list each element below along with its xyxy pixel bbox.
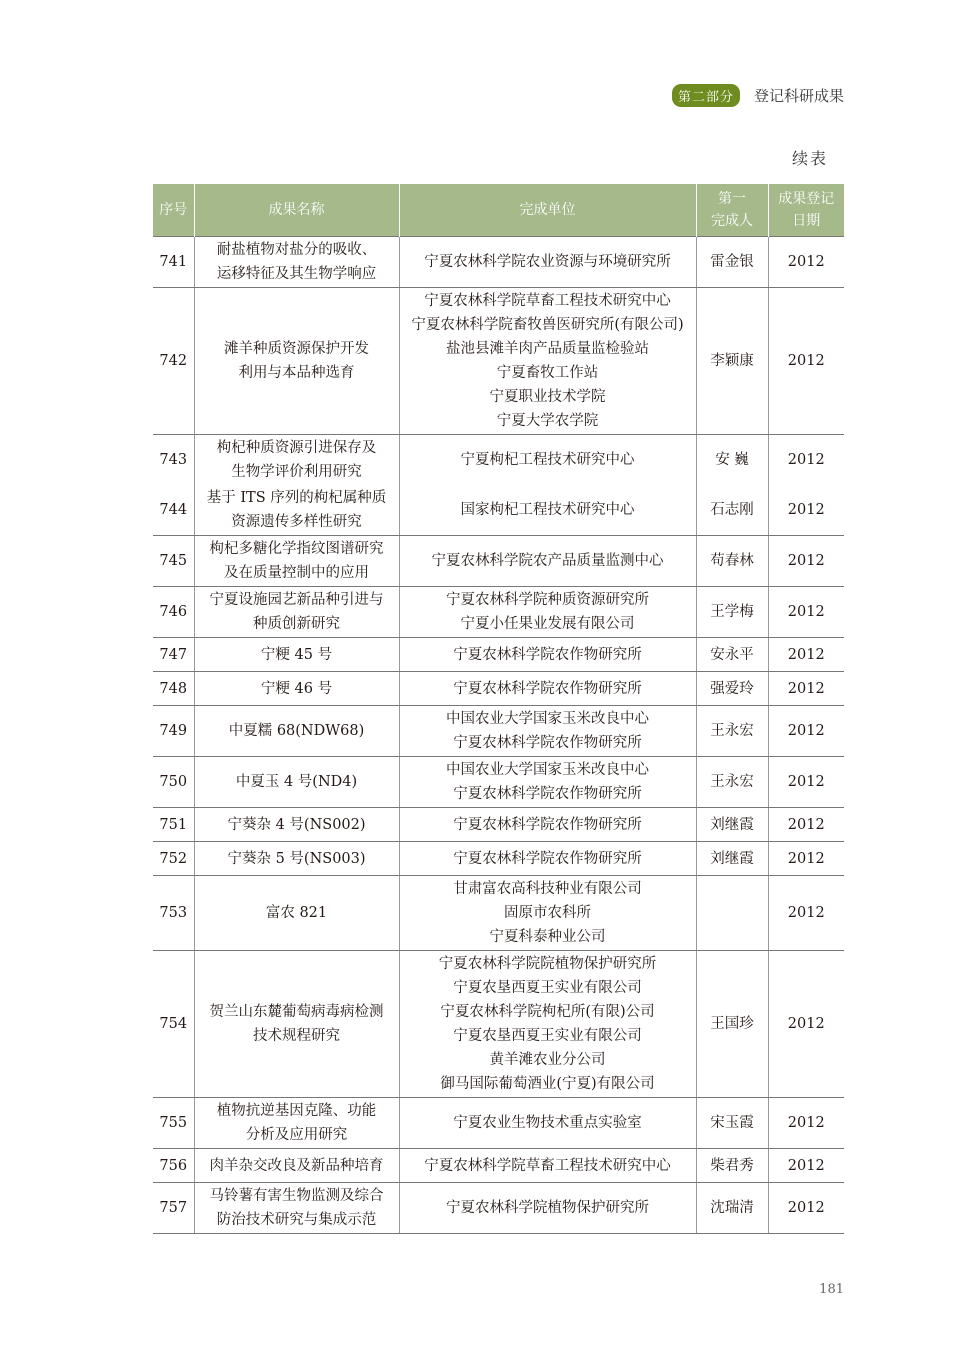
part-badge: 第二部分 — [672, 84, 740, 107]
cell-unit — [399, 485, 696, 536]
unit-line: 宁夏农林科学院农产品质量监测中心 — [431, 553, 664, 569]
cell-name — [194, 1149, 399, 1183]
unit-line: 宁夏畜牧工作站 — [496, 365, 599, 381]
header-name: 成果名称 — [194, 184, 399, 237]
table-row — [153, 808, 844, 842]
cell-no: 756 — [153, 1149, 194, 1183]
cell-name — [194, 288, 399, 435]
name-line: 枸杞多糖化学指纹图谱研究 — [209, 541, 384, 557]
cell-person: 石志刚 — [696, 485, 768, 536]
name-line: 枸杞种质资源引进保存及 — [216, 440, 377, 456]
name-line: 富农 821 — [265, 905, 328, 921]
unit-line: 宁夏农林科学院农作物研究所 — [453, 680, 642, 697]
cell-person — [696, 876, 768, 951]
unit-line: 宁夏农林科学院农作物研究所 — [453, 816, 642, 833]
name-line: 技术规程研究 — [253, 1028, 340, 1044]
table-row — [153, 672, 844, 706]
table-row — [153, 485, 844, 536]
name-line: 运移特征及其生物学响应 — [216, 266, 377, 282]
header-no: 序号 — [153, 184, 194, 237]
cell-person: 强爱玲 — [696, 672, 768, 706]
cell-unit — [399, 706, 696, 757]
cell-unit — [399, 842, 696, 876]
header-unit: 完成单位 — [399, 184, 696, 237]
cell-date: 2012 — [768, 757, 844, 808]
cell-date: 2012 — [768, 951, 844, 1098]
name-line: 防治技术研究与集成示范 — [216, 1212, 377, 1228]
cell-person: 安 巍 — [696, 435, 768, 486]
name-line: 及在质量控制中的应用 — [224, 565, 369, 581]
name-line: 利用与本品种选育 — [238, 365, 355, 381]
unit-line: 中国农业大学国家玉米改良中心 — [446, 762, 649, 778]
unit-line: 宁夏农垦西夏王实业有限公司 — [453, 1028, 642, 1044]
table-header-row — [153, 184, 844, 237]
table-row — [153, 536, 844, 587]
cell-no: 752 — [153, 842, 194, 876]
cell-date: 2012 — [768, 706, 844, 757]
cell-person: 苟春林 — [696, 536, 768, 587]
cell-person: 沈瑞清 — [696, 1183, 768, 1234]
cell-no: 757 — [153, 1183, 194, 1234]
cell-person: 王国珍 — [696, 951, 768, 1098]
table-row — [153, 587, 844, 638]
cell-name — [194, 536, 399, 587]
cell-unit — [399, 951, 696, 1098]
name-line: 植物抗逆基因克隆、功能 — [216, 1103, 377, 1119]
name-line: 肉羊杂交改良及新品种培育 — [209, 1157, 384, 1174]
unit-line: 宁夏大学农学院 — [496, 413, 599, 429]
unit-line: 宁夏小任果业发展有限公司 — [460, 616, 635, 632]
cell-person: 王学梅 — [696, 587, 768, 638]
cell-no: 746 — [153, 587, 194, 638]
unit-line: 宁夏农林科学院院植物保护研究所 — [438, 956, 657, 972]
cell-name — [194, 757, 399, 808]
cell-unit — [399, 587, 696, 638]
cell-unit — [399, 757, 696, 808]
cell-unit — [399, 536, 696, 587]
cell-date: 2012 — [768, 808, 844, 842]
cell-date: 2012 — [768, 485, 844, 536]
name-line: 分析及应用研究 — [245, 1127, 348, 1143]
unit-line: 宁夏职业技术学院 — [489, 389, 606, 405]
cell-no: 750 — [153, 757, 194, 808]
cell-unit — [399, 1098, 696, 1149]
cell-no: 745 — [153, 536, 194, 587]
name-line: 贺兰山东麓葡萄病毒病检测 — [209, 1004, 384, 1020]
header-person: 第一 完成人 — [696, 184, 768, 237]
cell-no: 748 — [153, 672, 194, 706]
cell-date: 2012 — [768, 1149, 844, 1183]
cell-name — [194, 808, 399, 842]
table-body — [153, 237, 844, 1234]
name-line: 滩羊种质资源保护开发 — [224, 341, 369, 357]
unit-line: 宁夏科泰种业公司 — [489, 929, 606, 945]
cell-person: 安永平 — [696, 638, 768, 672]
unit-line: 固原市农科所 — [504, 905, 591, 921]
section-title: 登记科研成果 — [753, 87, 844, 105]
name-line: 宁粳 46 号 — [260, 680, 333, 697]
name-line: 宁葵杂 4 号(NS002) — [227, 816, 366, 833]
unit-line: 宁夏枸杞工程技术研究中心 — [460, 452, 635, 468]
unit-line: 宁夏农林科学院农作物研究所 — [453, 646, 642, 663]
cell-date: 2012 — [768, 1183, 844, 1234]
unit-line: 宁夏农林科学院草畜工程技术研究中心 — [424, 1157, 671, 1174]
cell-no: 742 — [153, 288, 194, 435]
name-line: 宁粳 45 号 — [260, 646, 333, 663]
cell-name — [194, 706, 399, 757]
unit-line: 宁夏农林科学院畜牧兽医研究所(有限公司) — [411, 317, 684, 333]
cell-date: 2012 — [768, 876, 844, 951]
unit-line: 御马国际葡萄酒业(宁夏)有限公司 — [440, 1076, 655, 1092]
name-line: 基于 ITS 序列的枸杞属种质 — [206, 490, 387, 506]
unit-line: 宁夏农林科学院农业资源与环境研究所 — [424, 254, 671, 270]
table-row — [153, 1183, 844, 1234]
table-row — [153, 1149, 844, 1183]
cell-unit — [399, 1183, 696, 1234]
unit-line: 中国农业大学国家玉米改良中心 — [446, 711, 649, 727]
table-row — [153, 1098, 844, 1149]
cell-name — [194, 435, 399, 486]
cell-name — [194, 587, 399, 638]
unit-line: 宁夏农林科学院草畜工程技术研究中心 — [424, 293, 671, 309]
cell-unit — [399, 435, 696, 486]
cell-date: 2012 — [768, 638, 844, 672]
name-line: 耐盐植物对盐分的吸收、 — [216, 242, 377, 258]
cell-date: 2012 — [768, 536, 844, 587]
cell-no: 751 — [153, 808, 194, 842]
continued-label: 续表 — [791, 149, 828, 168]
unit-line: 宁夏农林科学院植物保护研究所 — [446, 1200, 649, 1216]
unit-line: 宁夏农业生物技术重点实验室 — [453, 1115, 642, 1131]
table-row — [153, 706, 844, 757]
cell-unit — [399, 288, 696, 435]
cell-unit — [399, 876, 696, 951]
cell-date: 2012 — [768, 288, 844, 435]
cell-person: 刘继霞 — [696, 842, 768, 876]
table-row — [153, 237, 844, 288]
cell-date: 2012 — [768, 672, 844, 706]
cell-no: 743 — [153, 435, 194, 486]
page-number: 181 — [819, 1282, 844, 1297]
cell-unit — [399, 237, 696, 288]
table-row — [153, 876, 844, 951]
name-line: 种质创新研究 — [253, 616, 340, 632]
cell-no: 744 — [153, 485, 194, 536]
cell-date: 2012 — [768, 237, 844, 288]
cell-unit — [399, 1149, 696, 1183]
unit-line: 甘肃富农高科技种业有限公司 — [453, 881, 642, 897]
name-line: 中夏糯 68(NDW68) — [228, 723, 365, 739]
name-line: 资源遗传多样性研究 — [231, 514, 362, 530]
cell-date: 2012 — [768, 842, 844, 876]
cell-date: 2012 — [768, 1098, 844, 1149]
unit-line: 宁夏农垦西夏王实业有限公司 — [453, 980, 642, 996]
table-row — [153, 288, 844, 435]
cell-name — [194, 951, 399, 1098]
cell-no: 749 — [153, 706, 194, 757]
cell-person: 宋玉霞 — [696, 1098, 768, 1149]
cell-person: 刘继霞 — [696, 808, 768, 842]
table-row — [153, 951, 844, 1098]
cell-no: 754 — [153, 951, 194, 1098]
unit-line: 黄羊滩农业分公司 — [489, 1052, 606, 1068]
cell-name — [194, 876, 399, 951]
cell-name — [194, 842, 399, 876]
results-table — [153, 184, 844, 1234]
table-row — [153, 757, 844, 808]
cell-date: 2012 — [768, 435, 844, 486]
header-date: 成果登记 日期 — [768, 184, 844, 237]
unit-line: 宁夏农林科学院枸杞所(有限)公司 — [440, 1004, 655, 1020]
cell-no: 755 — [153, 1098, 194, 1149]
name-line: 宁夏设施园艺新品种引进与 — [209, 592, 384, 608]
cell-name — [194, 1098, 399, 1149]
cell-name — [194, 638, 399, 672]
cell-name — [194, 1183, 399, 1234]
unit-line: 宁夏农林科学院农作物研究所 — [453, 786, 642, 802]
cell-name — [194, 485, 399, 536]
table-row — [153, 435, 844, 486]
unit-line: 国家枸杞工程技术研究中心 — [460, 502, 635, 518]
name-line: 马铃薯有害生物监测及综合 — [209, 1188, 384, 1204]
table-row — [153, 638, 844, 672]
name-line: 宁葵杂 5 号(NS003) — [227, 850, 366, 867]
cell-person: 王永宏 — [696, 706, 768, 757]
cell-date: 2012 — [768, 587, 844, 638]
unit-line: 宁夏农林科学院农作物研究所 — [453, 850, 642, 867]
cell-person: 柴君秀 — [696, 1149, 768, 1183]
cell-no: 747 — [153, 638, 194, 672]
cell-unit — [399, 672, 696, 706]
cell-no: 753 — [153, 876, 194, 951]
cell-person: 李颖康 — [696, 288, 768, 435]
cell-name — [194, 672, 399, 706]
unit-line: 宁夏农林科学院种质资源研究所 — [446, 592, 649, 608]
name-line: 中夏玉 4 号(ND4) — [235, 774, 358, 790]
table-row — [153, 842, 844, 876]
cell-person: 王永宏 — [696, 757, 768, 808]
name-line: 生物学评价利用研究 — [231, 464, 362, 480]
cell-name — [194, 237, 399, 288]
running-header — [672, 84, 844, 107]
cell-unit — [399, 638, 696, 672]
unit-line: 宁夏农林科学院农作物研究所 — [453, 735, 642, 751]
cell-person: 雷金银 — [696, 237, 768, 288]
cell-no: 741 — [153, 237, 194, 288]
cell-unit — [399, 808, 696, 842]
unit-line: 盐池县滩羊肉产品质量监检验站 — [446, 341, 649, 357]
